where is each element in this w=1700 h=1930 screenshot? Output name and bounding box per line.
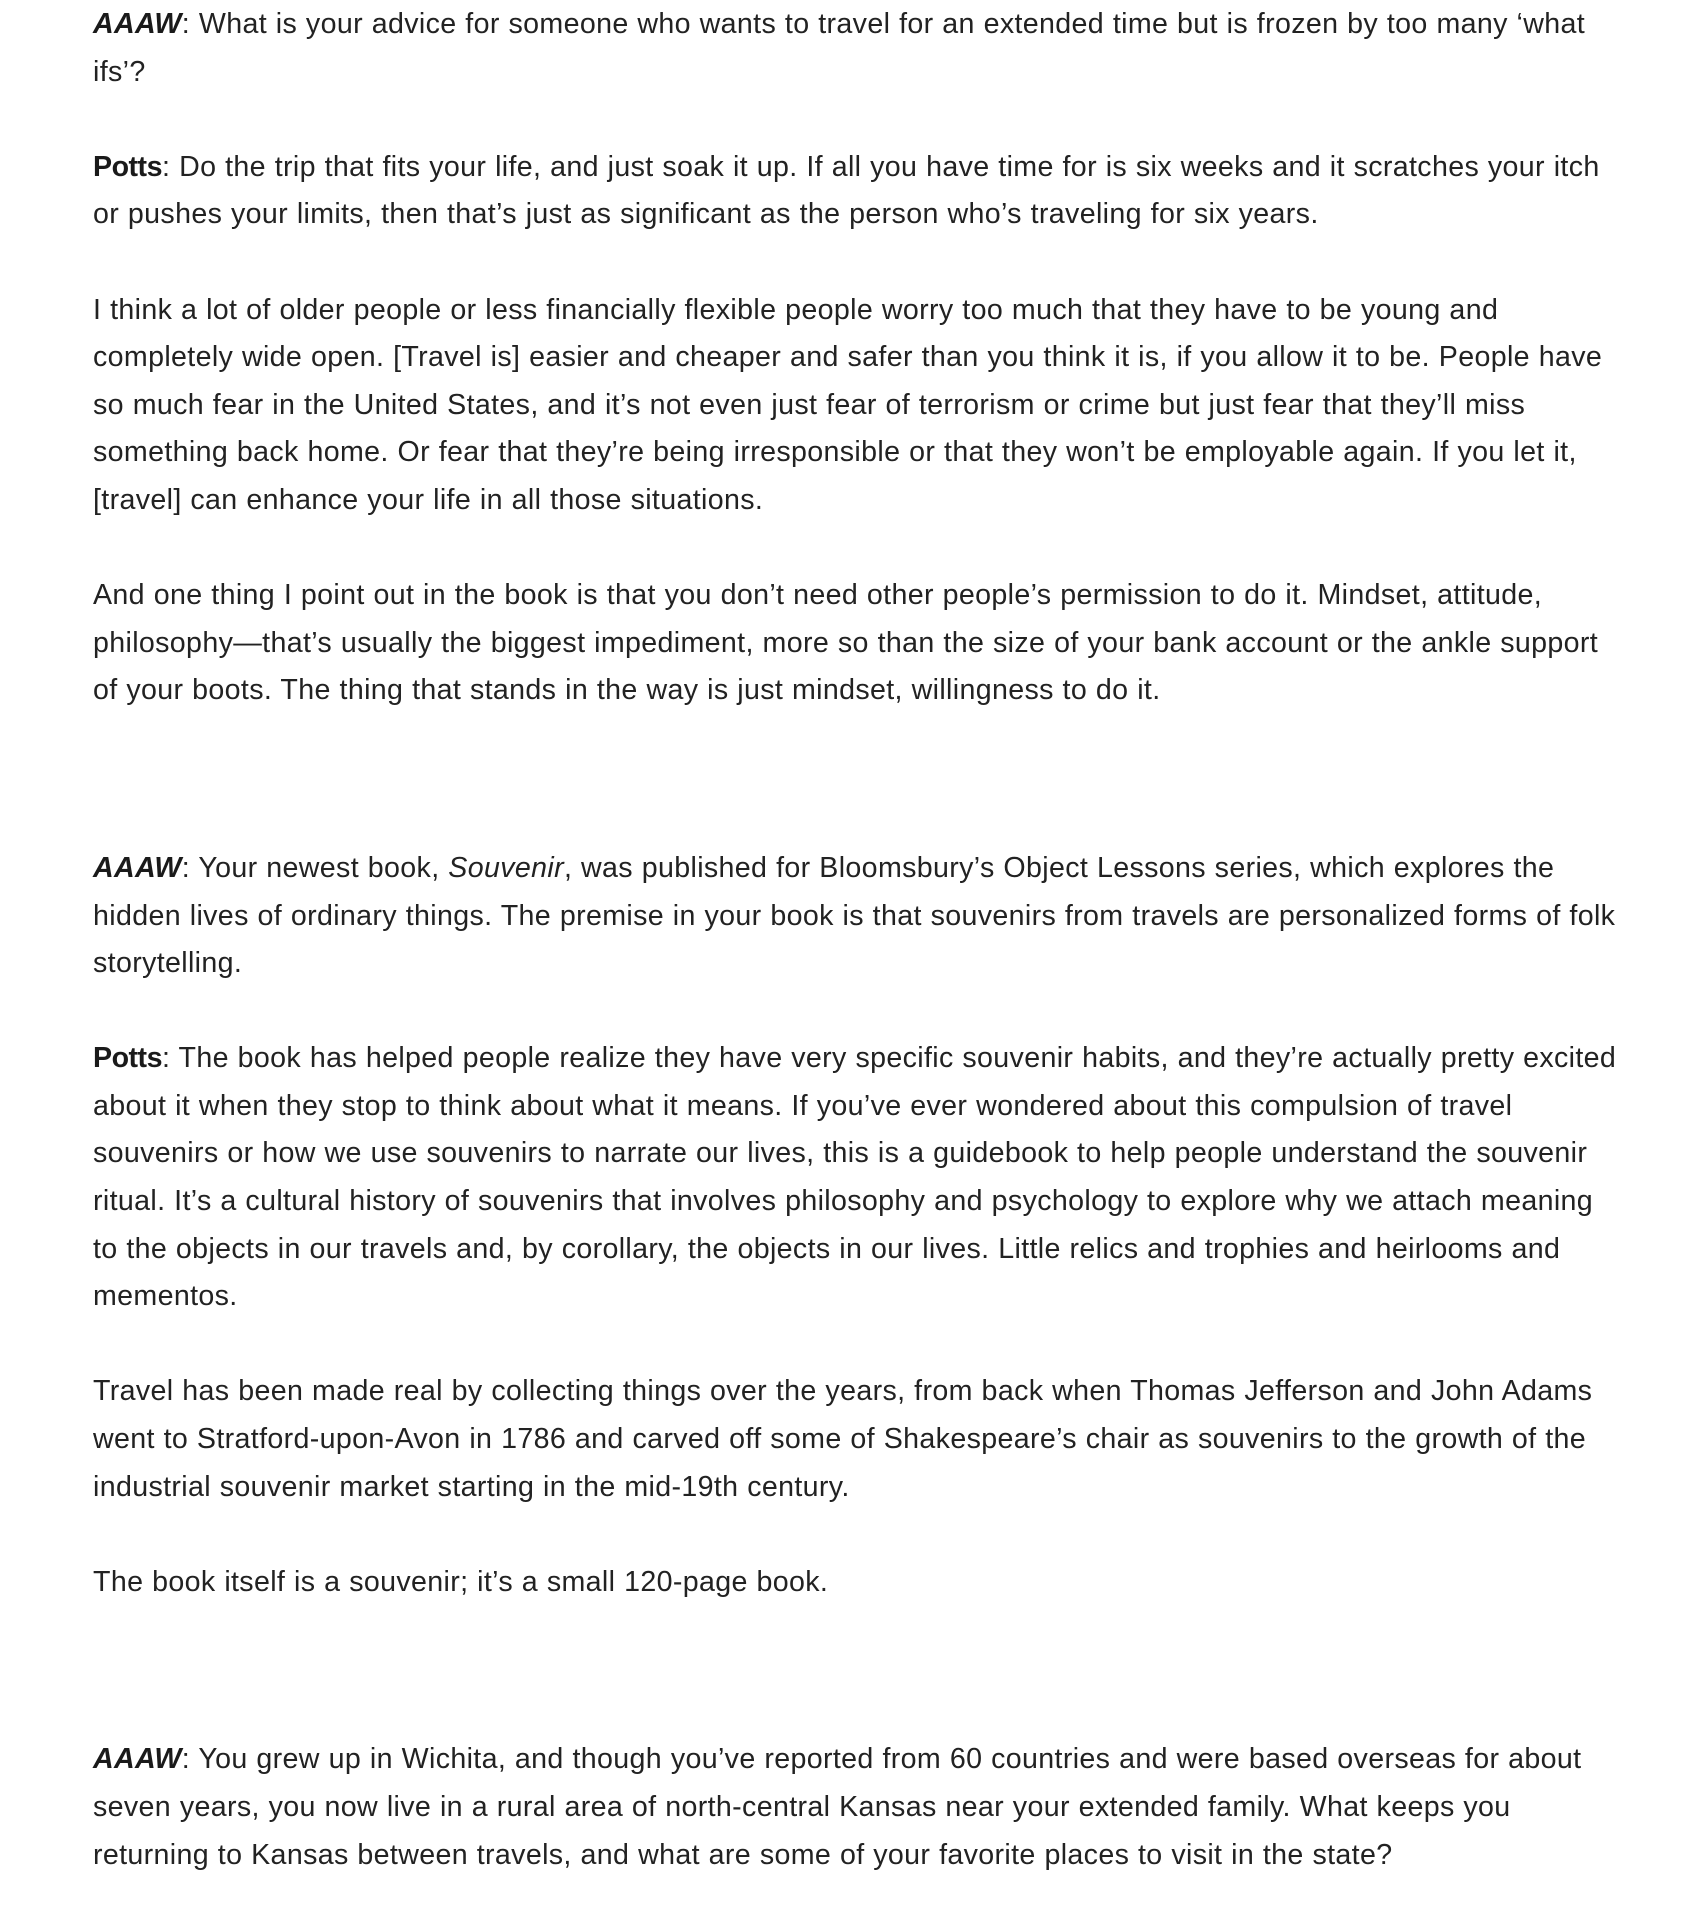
- qa-section-3: [93, 1736, 1623, 1879]
- answer-paragraph: I think a lot of older people or less financially flexible people worry too much that they have to be young and completely wide open. [Travel is] easier and cheaper and safer than you think it is, if you allow it to be. People have so much fear in the United States, and it’s not even just fear of terrorism or crime but just fear that they’ll miss something back home. Or fear that they’re being irresponsible or that they won’t be employable again. If you let it, [travel] can enhance your life in all those situations.: [93, 293, 1603, 516]
- question-text: : What is your advice for someone who wants to travel for an extended time but is frozen by too many ‘what ifs’?: [93, 8, 1586, 88]
- question-text-before-title: : Your newest book,: [181, 851, 449, 884]
- interviewer-label: AAAW: [93, 8, 182, 40]
- interviewer-label: AAAW: [93, 851, 182, 884]
- answer-text: : The book has helped people realize they have very specific souvenir habits, and they’re actually pretty excited about it when they stop to think about what it means. If you’ve ever wondered about this compulsion of travel souvenirs or how we use souvenirs to narrate our lives, this is a guidebook to help people understand the souvenir ritual. It’s a cultural history of souvenirs that involves philosophy and psychology to explore why we attach meaning to the objects in our travels and, by corollary, the objects in our lives. Little relics and trophies and heirlooms and mementos.: [93, 1042, 1617, 1313]
- interviewer-label: AAAW: [93, 1743, 182, 1776]
- interviewee-label: Potts: [93, 150, 162, 183]
- interviewee-label: Potts: [93, 1042, 162, 1075]
- answer-paragraph: And one thing I point out in the book is that you don’t need other people’s permission to do it. Mindset, attitude, philosophy—that’s usually the biggest impediment, more so than the size of your bank account or the ankle support of your boots. The thing that stands in the way is just mindset, willingness to do it.: [93, 579, 1599, 707]
- qa-section-2: [93, 845, 1623, 1607]
- interview-document: [93, 1, 1623, 1879]
- answer-paragraph: The book itself is a souvenir; it’s a small 120-page book.: [93, 1565, 829, 1598]
- book-title: Souvenir: [448, 851, 564, 884]
- qa-section-1: [93, 1, 1623, 715]
- question-text-after-title: , was published for Bloomsbury’s Object Lessons series, which explores the hidden lives of ordinary things. The premise in your book is that souvenirs from travels are personalized forms of folk storytelling.: [93, 851, 1616, 980]
- answer-text: : Do the trip that fits your life, and just soak it up. If all you have time for is six weeks and it scratches your itch or pushes your limits, then that’s just as significant as the person who’s traveling for six years.: [93, 150, 1600, 231]
- question-text: : You grew up in Wichita, and though you’ve reported from 60 countries and were based overseas for about seven years, you now live in a rural area of north-central Kansas near your extended family. What keeps you returning to Kansas between travels, and what are some of your favorite places to visit in the state?: [93, 1743, 1582, 1871]
- interviewer-question: [93, 1736, 1623, 1879]
- answer-paragraph: Travel has been made real by collecting things over the years, from back when Thomas Jefferson and John Adams went to Stratford-upon-Avon in 1786 and carved off some of Shakespeare’s chair as souvenirs to the growth of the industrial souvenir market starting in the mid-19th century.: [93, 1375, 1593, 1503]
- interviewee-answer: [93, 1035, 1623, 1321]
- interviewee-answer: [93, 144, 1623, 239]
- interviewer-question: [93, 845, 1623, 988]
- interviewer-question: [93, 1, 1623, 96]
